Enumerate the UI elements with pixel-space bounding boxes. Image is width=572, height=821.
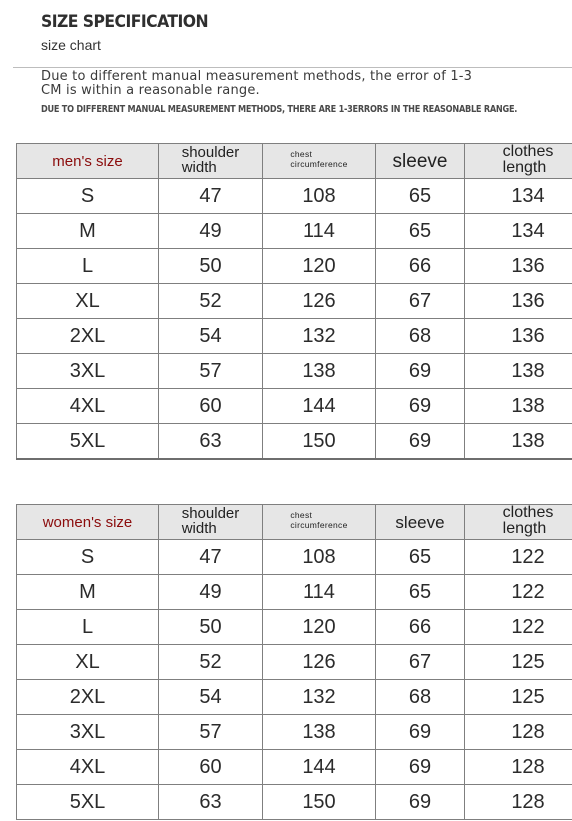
header-line: sleeve (392, 150, 448, 172)
shoulder-width-cell: 47 (159, 179, 263, 214)
table-row (17, 575, 572, 610)
sleeve-cell: 67 (376, 284, 465, 319)
table-row (17, 610, 572, 645)
size-cell: 2XL (17, 680, 159, 715)
table-row (17, 214, 572, 249)
shoulder-width-cell: 57 (159, 354, 263, 389)
header-line: sleeve (395, 512, 445, 532)
sleeve-cell: 69 (376, 715, 465, 750)
clothes-length-cell: 136 (465, 249, 572, 284)
sleeve-cell: 66 (376, 249, 465, 284)
sleeve-cell: 66 (376, 610, 465, 645)
table-row (17, 424, 572, 460)
size-cell: L (17, 610, 159, 645)
clothes-length-cell: 125 (465, 645, 572, 680)
shoulder-width-cell: 63 (159, 424, 263, 460)
chest-circumference-cell: 120 (263, 610, 376, 645)
header-line: clothes (502, 504, 554, 521)
shoulder-width-cell: 60 (159, 389, 263, 424)
chest-circumference-cell: 108 (263, 179, 376, 214)
header-line: shoulder (181, 504, 240, 522)
sleeve-header (376, 505, 465, 540)
chest-circumference-header (263, 505, 376, 540)
shoulder-width-cell: 52 (159, 645, 263, 680)
clothes-length-cell: 125 (465, 680, 572, 715)
clothes-length-cell: 128 (465, 785, 572, 820)
chest-circumference-cell: 126 (263, 284, 376, 319)
clothes-length-cell: 128 (465, 715, 572, 750)
divider (13, 67, 572, 68)
clothes-length-cell: 136 (465, 284, 572, 319)
size-cell: 3XL (17, 354, 159, 389)
chest-circumference-cell: 150 (263, 424, 376, 460)
table-row (17, 179, 572, 214)
header-line: shoulder (181, 143, 240, 161)
shoulder-width-cell: 52 (159, 284, 263, 319)
table-row (17, 284, 572, 319)
table-row (17, 540, 572, 575)
header-line: circumference (290, 520, 348, 530)
shoulder-width-header (159, 144, 263, 179)
size-cell: 4XL (17, 389, 159, 424)
table-row (17, 715, 572, 750)
chest-circumference-cell: 132 (263, 319, 376, 354)
clothes-length-cell: 122 (465, 610, 572, 645)
clothes-length-cell: 138 (465, 354, 572, 389)
men-size-table (16, 143, 572, 460)
shoulder-width-cell: 50 (159, 610, 263, 645)
size-cell: 5XL (17, 424, 159, 460)
header-line: chest (290, 149, 313, 159)
header-line: width (181, 519, 217, 537)
size-cell: 2XL (17, 319, 159, 354)
chest-circumference-cell: 120 (263, 249, 376, 284)
shoulder-width-cell: 50 (159, 249, 263, 284)
clothes-length-header (465, 144, 572, 179)
sleeve-cell: 69 (376, 354, 465, 389)
clothes-length-cell: 138 (465, 389, 572, 424)
chest-circumference-cell: 114 (263, 575, 376, 610)
table-row (17, 249, 572, 284)
measurement-note: Due to different manual measurement methods, the error of 1-3 CM is within a reasonable range. (41, 69, 473, 98)
clothes-length-cell: 134 (465, 214, 572, 249)
sleeve-header (376, 144, 465, 179)
header-line: clothes (502, 143, 554, 160)
shoulder-width-cell: 63 (159, 785, 263, 820)
header-line: width (181, 158, 217, 176)
clothes-length-cell: 138 (465, 424, 572, 460)
page-subtitle: size chart (41, 37, 101, 53)
chest-circumference-cell: 144 (263, 389, 376, 424)
clothes-length-cell: 122 (465, 575, 572, 610)
chest-circumference-cell: 138 (263, 354, 376, 389)
sleeve-cell: 67 (376, 645, 465, 680)
chest-circumference-cell: 114 (263, 214, 376, 249)
clothes-length-cell: 128 (465, 750, 572, 785)
shoulder-width-cell: 47 (159, 540, 263, 575)
page-title: SIZE SPECIFICATION (41, 12, 209, 32)
shoulder-width-header (159, 505, 263, 540)
chest-circumference-cell: 144 (263, 750, 376, 785)
sleeve-cell: 69 (376, 424, 465, 460)
chest-circumference-cell: 138 (263, 715, 376, 750)
table-row (17, 645, 572, 680)
table-row (17, 680, 572, 715)
header-line: length (502, 520, 547, 537)
women-size-table (16, 504, 572, 820)
sleeve-cell: 68 (376, 680, 465, 715)
sleeve-cell: 69 (376, 785, 465, 820)
table-row (17, 389, 572, 424)
size-cell: 5XL (17, 785, 159, 820)
clothes-length-cell: 134 (465, 179, 572, 214)
size-cell: L (17, 249, 159, 284)
sleeve-cell: 69 (376, 389, 465, 424)
chest-circumference-header (263, 144, 376, 179)
sleeve-cell: 68 (376, 319, 465, 354)
header-line: circumference (290, 159, 348, 169)
sleeve-cell: 65 (376, 179, 465, 214)
size-cell: M (17, 575, 159, 610)
shoulder-width-cell: 57 (159, 715, 263, 750)
measurement-note-caps: DUE TO DIFFERENT MANUAL MEASUREMENT METHODS, THERE ARE 1-3ERRORS IN THE REASONABLE RANGE. (41, 104, 518, 115)
size-cell: S (17, 540, 159, 575)
chest-circumference-cell: 132 (263, 680, 376, 715)
table-header-row (17, 505, 572, 540)
header-line: chest (290, 510, 313, 520)
shoulder-width-cell: 54 (159, 319, 263, 354)
sleeve-cell: 65 (376, 214, 465, 249)
clothes-length-cell: 136 (465, 319, 572, 354)
table-row (17, 354, 572, 389)
table-row (17, 319, 572, 354)
men-size-label: men's size (17, 144, 159, 179)
shoulder-width-cell: 60 (159, 750, 263, 785)
sleeve-cell: 65 (376, 575, 465, 610)
table-row (17, 750, 572, 785)
clothes-length-cell: 122 (465, 540, 572, 575)
shoulder-width-cell: 49 (159, 214, 263, 249)
sleeve-cell: 65 (376, 540, 465, 575)
chest-circumference-cell: 150 (263, 785, 376, 820)
size-cell: 4XL (17, 750, 159, 785)
sleeve-cell: 69 (376, 750, 465, 785)
size-cell: S (17, 179, 159, 214)
size-cell: 3XL (17, 715, 159, 750)
table-row (17, 785, 572, 820)
size-cell: XL (17, 284, 159, 319)
shoulder-width-cell: 54 (159, 680, 263, 715)
size-cell: M (17, 214, 159, 249)
shoulder-width-cell: 49 (159, 575, 263, 610)
header-line: length (502, 159, 547, 176)
women-size-label: women's size (17, 505, 159, 540)
chest-circumference-cell: 126 (263, 645, 376, 680)
size-cell: XL (17, 645, 159, 680)
chest-circumference-cell: 108 (263, 540, 376, 575)
table-header-row (17, 144, 572, 179)
clothes-length-header (465, 505, 572, 540)
